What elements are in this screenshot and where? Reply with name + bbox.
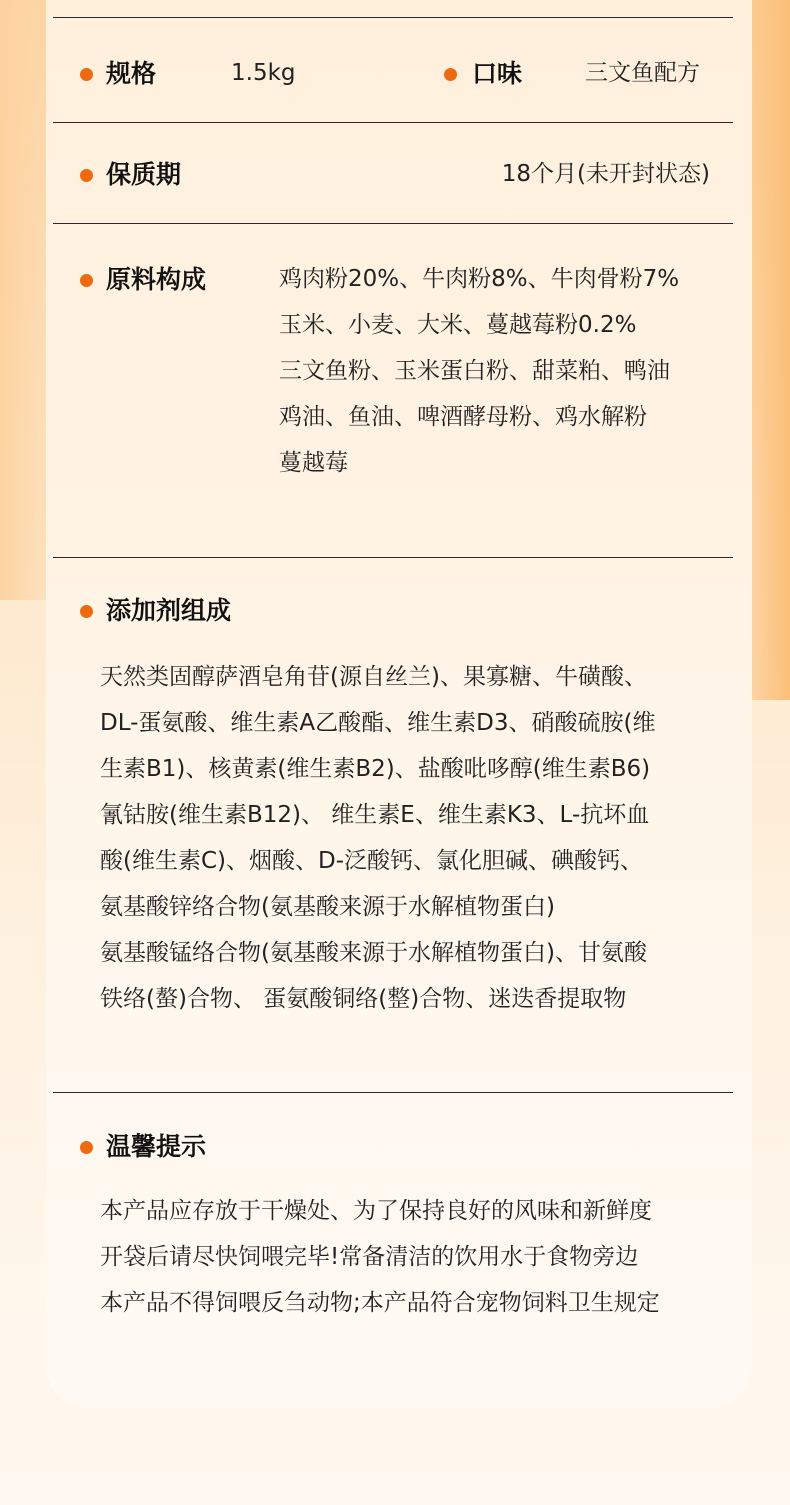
shelf-life-label: 保质期 (106, 160, 182, 189)
spec-label: 规格 (106, 59, 157, 88)
divider (53, 557, 733, 558)
additives-line: 氰钴胺(维生素B12)、 维生素E、维生素K3、L-抗坏血 (100, 802, 650, 828)
shelf-life-value: 18个月(未开封状态) (501, 161, 710, 187)
additives-line: 生素B1)、核黄素(维生素B2)、盐酸吡哆醇(维生素B6) (100, 756, 651, 782)
flavor-value: 三文鱼配方 (585, 60, 700, 86)
bullet-dot (80, 169, 93, 182)
tips-line: 本产品不得饲喂反刍动物;本产品符合宠物饲料卫生规定 (100, 1290, 660, 1316)
additives-line: 铁络(螯)合物、 蛋氨酸铜络(整)合物、迷迭香提取物 (100, 986, 627, 1012)
tips-label: 温馨提示 (106, 1132, 207, 1161)
additives-line: 天然类固醇萨酒皂角苷(源自丝兰)、果寡糖、牛磺酸、 (100, 664, 647, 690)
ingredients-list (279, 256, 679, 486)
bullet-dot (80, 274, 93, 287)
bullet-dot (80, 1141, 93, 1154)
divider-top (53, 17, 733, 18)
flavor-label: 口味 (472, 59, 523, 88)
tips-line: 本产品应存放于干燥处、为了保持良好的风味和新鲜度 (100, 1198, 652, 1224)
ingredients-line: 三文鱼粉、玉米蛋白粉、甜菜粕、鸭油 (279, 358, 670, 384)
ingredients-label: 原料构成 (106, 265, 207, 294)
ingredients-line: 玉米、小麦、大米、蔓越莓粉0.2% (279, 312, 637, 338)
divider (53, 122, 733, 123)
additives-line: 酸(维生素C)、烟酸、D-泛酸钙、氯化胆碱、碘酸钙、 (100, 848, 644, 874)
divider (53, 223, 733, 224)
divider (53, 1092, 733, 1093)
additives-label: 添加剂组成 (106, 596, 232, 625)
ingredients-line: 鸡肉粉20%、牛肉粉8%、牛肉骨粉7% (279, 266, 680, 292)
additives-line: 氨基酸锰络合物(氨基酸来源于水解植物蛋白)、甘氨酸 (100, 940, 647, 966)
bullet-dot (80, 68, 93, 81)
bullet-dot (444, 68, 457, 81)
spec-value: 1.5kg (231, 60, 296, 86)
tips-line: 开袋后请尽快饲喂完毕!常备清洁的饮用水于食物旁边 (100, 1244, 639, 1270)
tips-text (100, 1188, 660, 1326)
additives-line: 氨基酸锌络合物(氨基酸来源于水解植物蛋白) (100, 894, 555, 920)
additives-line: DL-蛋氨酸、维生素A乙酸酯、维生素D3、硝酸硫胺(维 (100, 710, 656, 736)
additives-text (100, 654, 655, 1022)
ingredients-line: 鸡油、鱼油、啤酒酵母粉、鸡水解粉 (279, 404, 647, 430)
bullet-dot (80, 605, 93, 618)
ingredients-line: 蔓越莓 (279, 450, 348, 476)
